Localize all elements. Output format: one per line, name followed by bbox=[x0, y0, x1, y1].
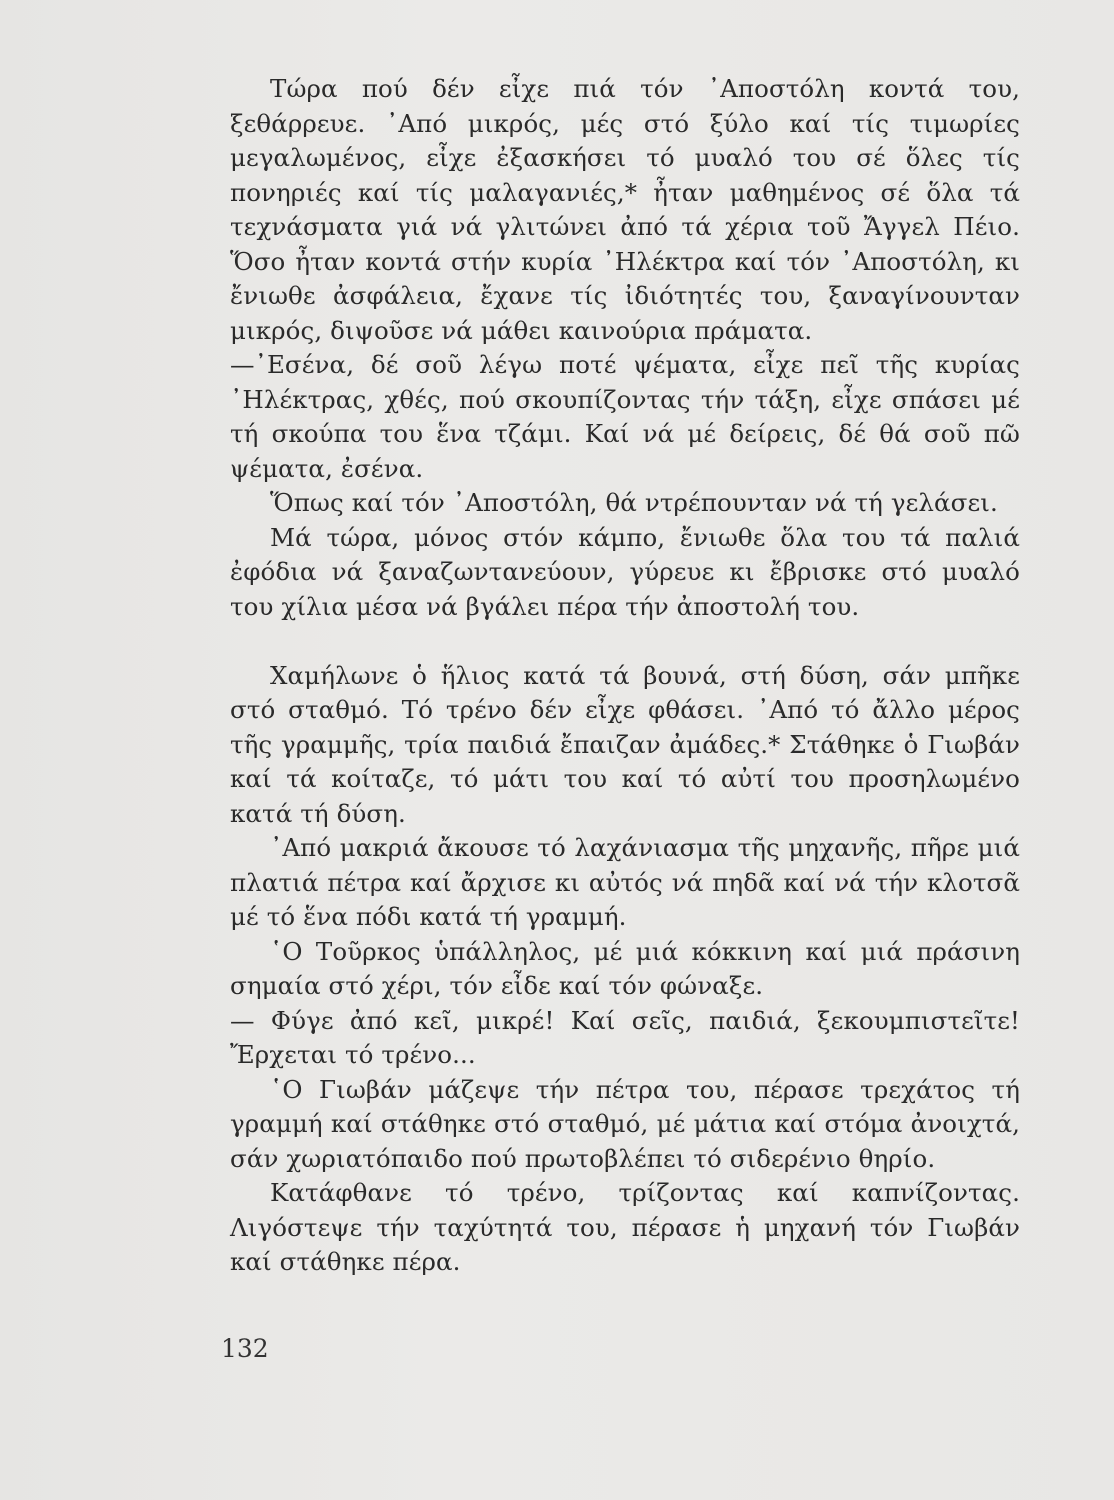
dialogue-paragraph: — Φύγε ἀπό κεῖ, μικρέ! Καί σεῖς, παιδιά, ξεκουμπιστεῖτε! Ἔρχεται τό τρένο... bbox=[230, 1005, 1020, 1069]
paragraph: Ὅπως καί τόν ᾿Αποστόλη, θά ντρέπουνταν νά τή γελάσει. bbox=[270, 488, 998, 517]
paragraph: ῾Ο Τοῦρκος ὑπάλληλος, μέ μιά κόκκινη καί μιά πράσινη σημαία στό χέρι, τόν εἶδε καί τόν φώναξε. bbox=[230, 936, 1020, 1000]
page-number: 132 bbox=[221, 1334, 269, 1363]
paragraph: ῾Ο Γιωβάν μάζεψε τήν πέτρα του, πέρασε τρεχάτος τή γραμμή καί στάθηκε στό σταθμό, μέ μάτια καί στόμα ἀνοιχτά, σάν χωριατόπαιδο πού πρωτοβλέπει τό σιδερένιο θηρίο. bbox=[230, 1074, 1020, 1173]
paragraph: Τώρα πού δέν εἶχε πιά τόν ᾿Αποστόλη κοντά του, ξεθάρρευε. ᾿Από μικρός, μές στό ξύλο καί τίς τιμωρίες μεγαλωμένος, εἶχε ἐξασκήσει τό μυαλό του σέ ὅλες τίς πονηριές καί τίς μαλαγανιές,* ἦταν μαθημένος σέ ὅλα τά τεχνάσματα γιά νά γλιτώνει ἀπό τά χέρια τοῦ Ἄγγελ Πέιο. Ὅσο ἦταν κοντά στήν κυρία ᾿Ηλέκτρα καί τόν ᾿Αποστόλη, κι ἔνιωθε ἀσφάλεια, ἔχανε τίς ἰδιότητές του, ξαναγίνουνταν μικρός, διψοῦσε νά μάθει καινούρια πράματα. bbox=[230, 74, 1020, 345]
dialogue-paragraph: —᾿Εσένα, δέ σοῦ λέγω ποτέ ψέματα, εἶχε πεῖ τῆς κυρίας ᾿Ηλέκτρας, χθές, πού σκουπίζοντας τήν τάξη, εἶχε σπάσει μέ τή σκούπα του ἕνα τζάμι. Καί νά μέ δείρεις, δέ θά σοῦ πῶ ψέματα, ἐσένα. bbox=[230, 350, 1020, 483]
paragraph: ᾿Από μακριά ἄκουσε τό λαχάνιασμα τῆς μηχανῆς, πῆρε μιά πλατιά πέτρα καί ἄρχισε κι αὐτός νά πηδᾶ καί νά τήν κλοτσᾶ μέ τό ἕνα πόδι κατά τή γραμμή. bbox=[230, 833, 1020, 931]
paragraph: Κατάφθανε τό τρένο, τρίζοντας καί καπνίζοντας. Λιγόστεψε τήν ταχύτητά του, πέρασε ἡ μηχανή τόν Γιωβάν καί στάθηκε πέρα. bbox=[230, 1178, 1020, 1276]
paragraph: Χαμήλωνε ὁ ἥλιος κατά τά βουνά, στή δύση, σάν μπῆκε στό σταθμό. Τό τρένο δέν εἶχε φθάσει. ᾿Από τό ἄλλο μέρος τῆς γραμμῆς, τρία παιδιά ἔπαιζαν ἀμάδες.* Στάθηκε ὁ Γιωβάν καί τά κοίταζε, τό μάτι του καί τό αὐτί του προσηλωμένο κατά τή δύση. bbox=[230, 660, 1020, 828]
section-break bbox=[230, 624, 1020, 659]
paragraph: Μά τώρα, μόνος στόν κάμπο, ἔνιωθε ὅλα του τά παλιά ἐφόδια νά ξαναζωντανεύουν, γύρευε κι ἔβρισκε στό μυαλό του χίλια μέσα νά βγάλει πέρα τήν ἀποστολή του. bbox=[230, 522, 1020, 621]
body-text bbox=[230, 72, 1020, 1280]
